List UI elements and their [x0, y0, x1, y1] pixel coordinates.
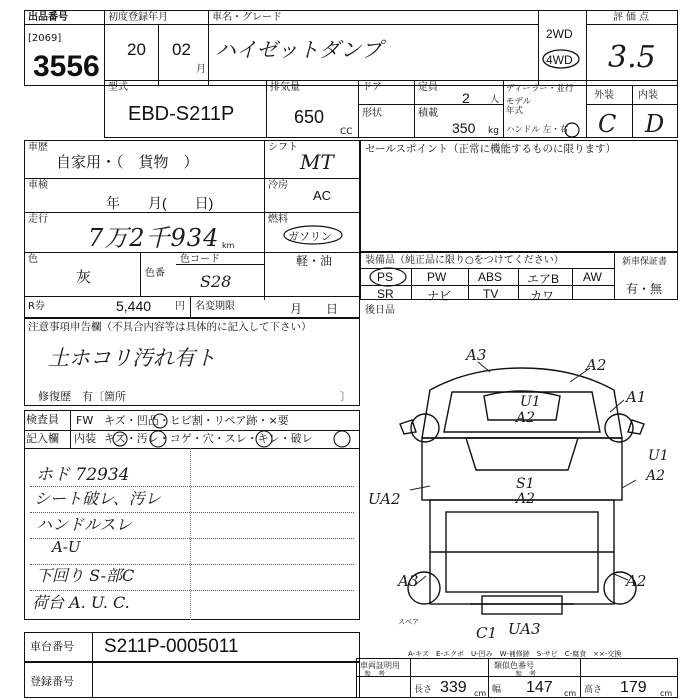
cc-unit: CC: [340, 127, 353, 137]
chassis-label: 車台番号: [30, 640, 74, 653]
drive-2wd: 2WD: [546, 27, 573, 41]
mark-ua3: UA3: [508, 620, 541, 638]
color-label: 色: [28, 254, 38, 265]
equip-pw: PW: [427, 270, 447, 284]
shift: MT: [300, 150, 334, 174]
equipment-title: 装備品（純正品に限り○をつけてください）: [365, 255, 564, 266]
length-label: 長さ: [414, 685, 433, 695]
ref-label: 車両証明用: [360, 661, 400, 670]
repair-close: 〕: [340, 390, 351, 403]
equip-abs: ABS: [478, 270, 503, 284]
equip-tv: TV: [483, 287, 499, 301]
mark-a3-top: A3: [466, 346, 487, 364]
mark-a2-top: A2: [586, 356, 607, 374]
history-label: 車歴: [28, 142, 48, 153]
interior-label: 内装: [638, 90, 658, 101]
displacement: 650: [294, 107, 325, 127]
width-label: 幅: [492, 685, 502, 695]
warranty: 有・無: [626, 282, 663, 296]
later-label: 後日品: [365, 305, 395, 316]
reg-year: 20: [127, 40, 146, 59]
person-unit: 人: [490, 95, 500, 105]
inspector-label-2: 記入欄: [26, 432, 59, 445]
inspector-line-6: 荷台 A. U. C.: [32, 593, 130, 612]
reg-row: [24, 662, 360, 698]
spare-label: スペア: [398, 618, 419, 626]
km-unit: km: [222, 241, 235, 250]
mark-a2-side: A2: [646, 468, 666, 484]
equip-ps: PS: [377, 270, 394, 284]
mileage-label: 走行: [28, 214, 48, 225]
notes-label: 注意事項申告欄（不具合内容等は具体的に記入して下さい）: [28, 321, 312, 333]
score: 3.5: [608, 40, 656, 75]
mark-a3-rear: A3: [398, 572, 419, 590]
interior-grade: D: [645, 110, 665, 138]
color-code-label: 色コード: [180, 254, 220, 265]
length: 339: [440, 679, 467, 696]
chassis-number: S211P-0005011: [104, 636, 239, 657]
name-label: 車名・グレード: [212, 12, 282, 23]
model-label: 型式: [108, 82, 128, 93]
inspector-line-3: ハンドルスレ: [36, 515, 132, 534]
cap-label: 定員: [418, 82, 438, 93]
inspector-fw: FW: [76, 414, 94, 427]
width-unit: cm: [564, 689, 577, 698]
reg-label: 登録番号: [30, 675, 74, 688]
load: 350: [452, 120, 476, 136]
inspector-line-2: シート破レ、汚レ: [34, 489, 161, 508]
mark-c1: C1: [476, 624, 498, 642]
name-change: 月 日: [290, 302, 339, 316]
score-label: 評価点: [613, 12, 652, 23]
first-reg-label: 初度登録年月: [108, 12, 168, 23]
yen-unit: 円: [175, 301, 185, 312]
notes-handwritten: 土ホコリ汚れ有ト: [48, 346, 216, 370]
shaken: 年 月( 日): [106, 195, 214, 211]
ac: AC: [313, 188, 332, 203]
inspector-row2: キズ・汚レ・コゲ・穴・スレ・キレ・破レ: [104, 432, 313, 445]
inspector-line-5: 下回り S-部C: [36, 566, 135, 585]
damage-legend: A-キズ E-エクボ U-凹み W-補修跡 S-サビ C-腐食 ××-交換: [408, 650, 622, 658]
inspector-line-1: ホド 72934: [36, 465, 130, 485]
height-label: 高さ: [584, 685, 603, 695]
fuel-label: 燃料: [268, 214, 288, 225]
lot-number: 3556: [33, 50, 100, 83]
load-label: 積載: [418, 108, 438, 119]
equip-navi: ナビ: [427, 289, 452, 303]
month-unit: 月: [196, 64, 206, 75]
disp-label: 排気量: [270, 82, 300, 93]
kg-unit: kg: [488, 126, 499, 136]
drive-4wd: 4WD: [546, 53, 573, 67]
door-label: ドア: [362, 82, 382, 93]
exterior-label: 外装: [594, 90, 614, 101]
name-change-label: 名変期限: [195, 301, 235, 312]
inspector-label: 検査員: [26, 413, 59, 426]
fuel-diesel: 軽・油: [296, 254, 333, 268]
width: 147: [526, 679, 553, 696]
steering-label: ハンドル 左・右: [506, 125, 569, 135]
mileage: 7万2千934: [88, 224, 220, 252]
ac-label: 冷房: [268, 180, 288, 191]
color-no-label: 色番: [145, 268, 165, 279]
reg-month: 02: [172, 40, 191, 59]
equip-leather: カワ: [530, 289, 555, 303]
equip-sr: SR: [377, 287, 394, 301]
recycle: 5,440: [116, 298, 152, 314]
height-unit: cm: [660, 689, 673, 698]
shift-label: シフト: [268, 142, 298, 153]
shaken-label: 車検: [28, 180, 48, 191]
repair-label: 修復歴 有〔箇所: [38, 390, 126, 403]
mark-a2-rear: A2: [626, 572, 647, 590]
mark-a2-bed: A2: [516, 491, 536, 507]
inspector-row1: キズ・凹凸・ヒビ割・リペア跡・×要: [104, 414, 289, 427]
inspector-interior: 内装: [74, 432, 96, 445]
car-name: ハイゼットダンプ: [215, 38, 383, 62]
fuel-gas: ガソリン: [288, 231, 332, 243]
equip-airbag: エアB: [527, 272, 560, 286]
model-year-label: モデル年式: [506, 97, 532, 116]
warranty-label: 新車保証書: [622, 257, 668, 267]
dealer-label: ディーラー・並行: [506, 84, 574, 94]
ref-sub: 参 考: [364, 670, 385, 678]
legend2-sub: 参 考: [515, 670, 536, 678]
equip-aw: AW: [583, 270, 602, 284]
mark-a1: A1: [626, 388, 647, 406]
sales-point-title: セールスポイント（正常に機能するものに限ります）: [365, 143, 617, 155]
history: 自家用・（ 貨物 ）: [56, 154, 199, 171]
height: 179: [620, 679, 647, 696]
mark-ua2: UA2: [368, 490, 401, 508]
mark-u1-top: U1: [520, 394, 541, 410]
lot-label: 出品番号: [28, 12, 68, 23]
mark-s1: S1: [516, 476, 535, 492]
model: EBD-S211P: [128, 103, 235, 125]
lot-sub: [2069]: [28, 33, 62, 44]
capacity: 2: [462, 90, 470, 106]
exterior-grade: C: [598, 110, 617, 138]
inspector-line-4: A-U: [52, 538, 81, 556]
color-code: S28: [200, 272, 232, 291]
legend2-label: 類似色番号: [494, 661, 534, 670]
shape-label: 形状: [362, 108, 382, 119]
length-unit: cm: [474, 689, 487, 698]
color: 灰: [76, 269, 92, 286]
mark-u1-side: U1: [648, 448, 669, 464]
mark-a2-cab: A2: [516, 410, 536, 426]
recycle-label: R券: [28, 301, 45, 312]
